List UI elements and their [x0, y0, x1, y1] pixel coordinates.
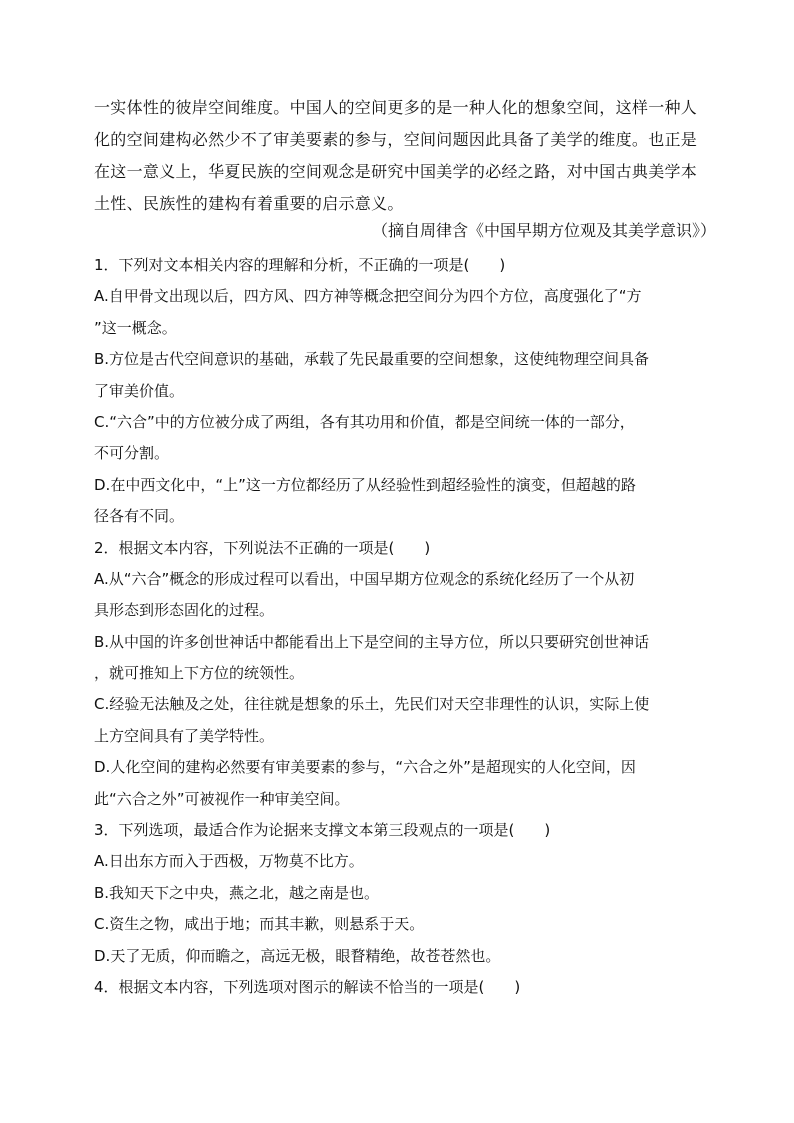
question-2-option-d: D.人化空间的建构必然要有审美要素的参与，“六合之外”是超现实的人化空间，因 [94, 758, 636, 777]
question-2-option-d-cont: 此“六合之外”可被视作一种审美空间。 [94, 789, 350, 808]
question-4-stem: 4．根据文本内容，下列选项对图示的解读不恰当的一项是( ) [94, 977, 521, 996]
passage-line: 在这一意义上，华夏民族的空间观念是研究中国美学的必经之路，对中国古典美学本 [94, 162, 698, 181]
question-1-option-c-cont: 不可分割。 [94, 444, 170, 463]
question-1-option-b-cont: 了审美价值。 [94, 381, 185, 400]
question-1-stem: 1．下列对文本相关内容的理解和分析，不正确的一项是( ) [94, 256, 506, 274]
question-1-option-a: A.自甲骨文出现以后，四方风、四方神等概念把空间分为四个方位，高度强化了“方 [94, 287, 642, 306]
question-2-option-a-cont: 具形态到形态固化的过程。 [94, 601, 275, 620]
question-3-stem: 3．下列选项，最适合作为论据来支撑文本第三段观点的一项是( ) [94, 821, 551, 840]
question-1-option-a-cont: ”这一概念。 [94, 318, 177, 337]
passage-line: 土性、民族性的建构有着重要的启示意义。 [94, 194, 404, 213]
question-2-option-b-cont: ，就可推知上下方位的统领性。 [94, 664, 305, 683]
question-section [94, 250, 704, 1003]
question-3-option-c: C.资生之物，咸出于地；而其丰歉，则悬系于天。 [94, 915, 425, 934]
question-3-option-a: A.日出东方而入于西极，万物莫不比方。 [94, 852, 364, 871]
question-1-option-d: D.在中西文化中，“上”这一方位都经历了从经验性到超经验性的演变，但超越的路 [94, 475, 636, 494]
passage-line: 一实体性的彼岸空间维度。中国人的空间更多的是一种人化的想象空间，这样一种人 [94, 98, 698, 117]
passage-text [94, 92, 702, 220]
question-1-option-d-cont: 径各有不同。 [94, 507, 185, 526]
question-2-option-a: A.从“六合”概念的形成过程可以看出，中国早期方位观念的系统化经历了一个从初 [94, 569, 635, 588]
question-3-option-b: B.我知天下之中央，燕之北，越之南是也。 [94, 883, 380, 902]
question-1-option-c: C.“六合”中的方位被分成了两组，各有其功用和价值，都是空间统一体的一部分， [94, 412, 635, 431]
question-3-option-d: D.天了无质，仰而瞻之，高远无极，眼瞀精绝，故苍苍然也。 [94, 946, 501, 965]
source-citation: （摘自周律含《中国早期方位观及其美学意识》） [371, 221, 716, 240]
question-2-option-b: B.从中国的许多创世神话中都能看出上下是空间的主导方位，所以只要研究创世神话 [94, 632, 650, 651]
passage-line: 化的空间建构必然少不了审美要素的参与，空间问题因此具备了美学的维度。也正是 [94, 130, 698, 149]
question-1-option-b: B.方位是古代空间意识的基础，承载了先民最重要的空间想象，这使纯物理空间具备 [94, 350, 650, 369]
question-2-option-c-cont: 上方空间具有了美学特性。 [94, 726, 275, 745]
question-2-option-c: C.经验无法触及之处，往往就是想象的乐土，先民们对天空非理性的认识，实际上使 [94, 695, 650, 714]
question-2-stem: 2．根据文本内容，下列说法不正确的一项是( ) [94, 538, 431, 557]
